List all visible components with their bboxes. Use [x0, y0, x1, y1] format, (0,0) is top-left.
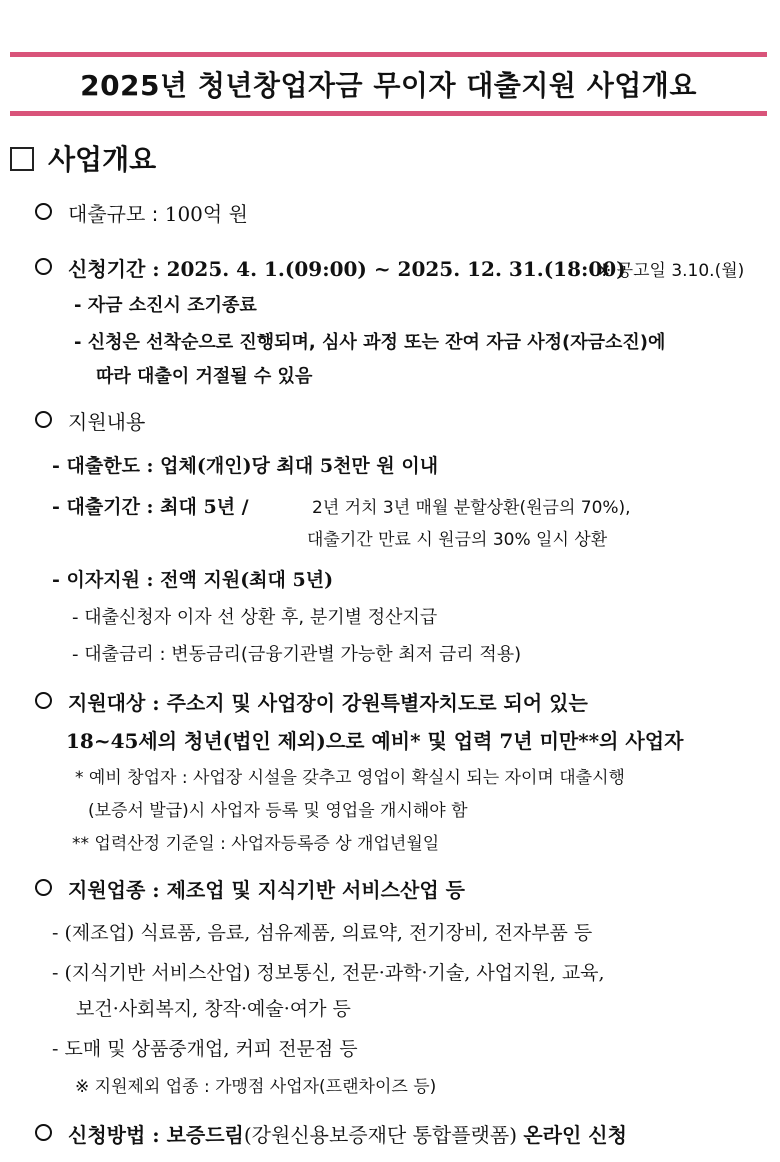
- loan-scale-label: 대출규모 :: [68, 202, 165, 226]
- support-content-heading: 지원내용: [68, 410, 146, 434]
- knowledge-service-line1: - (지식기반 서비스산업) 정보통신, 전문·과학·기술, 사업지원, 교육,: [52, 962, 605, 984]
- circle-bullet-icon: [35, 203, 52, 220]
- section-heading-text: 사업개요: [48, 143, 157, 176]
- section-heading: [10, 142, 156, 178]
- title-top-border: [10, 52, 767, 57]
- support-content-row: [35, 407, 145, 437]
- application-method-row: [35, 1120, 627, 1150]
- loan-term-detail-line1: 2년 거치 3년 매월 분할상환(원금의 70%),: [312, 498, 631, 518]
- square-bullet-icon: [10, 147, 34, 171]
- loan-term-label: - 대출기간 : 최대 5년 /: [52, 496, 249, 518]
- support-industry-row: [35, 875, 465, 905]
- interest-support-text: - 이자지원 : 전액 지원(최대 5년): [52, 569, 334, 591]
- application-period-text: 신청기간 : 2025. 4. 1.(09:00) ~ 2025. 12. 31.(18:00): [68, 257, 626, 281]
- circle-bullet-icon: [35, 692, 52, 709]
- business-age-note: ** 업력산정 기준일 : 사업자등록증 상 개업년월일: [72, 834, 440, 854]
- first-come-note-line2: 따라 대출이 거절될 수 있음: [96, 366, 313, 387]
- support-target-row: [35, 688, 588, 718]
- application-method-label: 신청방법 : 보증드림: [68, 1123, 244, 1147]
- page-title: 2025년 청년창업자금 무이자 대출지원 사업개요: [80, 69, 697, 102]
- loan-scale-row: [35, 199, 248, 229]
- knowledge-service-line2: 보건·사회복지, 창작·예술·여가 등: [76, 998, 351, 1020]
- prospective-founder-note-line1: * 예비 창업자 : 사업장 시설을 갖추고 영업이 확실시 되는 자이며 대출시행: [75, 768, 625, 788]
- interest-repayment-note: - 대출신청자 이자 선 상환 후, 분기별 정산지급: [72, 607, 438, 628]
- loan-limit-text: - 대출한도 : 업체(개인)당 최대 5천만 원 이내: [52, 455, 439, 477]
- excluded-industry-note: ※ 지원제외 업종 : 가맹점 사업자(프랜차이즈 등): [75, 1077, 437, 1097]
- first-come-note-line1: - 신청은 선착순으로 진행되며, 심사 과정 또는 잔여 자금 사정(자금소진)에: [74, 332, 666, 353]
- wholesale-industry-line: - 도매 및 상품중개업, 커피 전문점 등: [52, 1038, 358, 1060]
- early-close-note: - 자금 소진시 조기종료: [74, 295, 257, 316]
- support-target-line1: 지원대상 : 주소지 및 사업장이 강원특별자치도로 되어 있는: [68, 691, 588, 715]
- announcement-date-note: ※ 공고일 3.10.(월): [597, 261, 745, 281]
- application-period-row: [35, 254, 626, 284]
- circle-bullet-icon: [35, 1124, 52, 1141]
- circle-bullet-icon: [35, 258, 52, 275]
- interest-rate-note: - 대출금리 : 변동금리(금융기관별 가능한 최저 금리 적용): [72, 644, 522, 665]
- circle-bullet-icon: [35, 411, 52, 428]
- application-method-online: 온라인 신청: [523, 1123, 627, 1147]
- support-industry-heading: 지원업종 : 제조업 및 지식기반 서비스산업 등: [68, 878, 465, 902]
- loan-scale-value: 100억 원: [164, 202, 248, 226]
- loan-term-detail-line2: 대출기간 만료 시 원금의 30% 일시 상환: [307, 530, 608, 550]
- circle-bullet-icon: [35, 879, 52, 896]
- support-target-line2: 18~45세의 청년(법인 제외)으로 예비* 및 업력 7년 미만**의 사업자: [66, 729, 684, 753]
- application-method-platform: (강원신용보증재단 통합플랫폼): [243, 1123, 517, 1147]
- manufacturing-industry-line: - (제조업) 식료품, 음료, 섬유제품, 의료약, 전기장비, 전자부품 등: [52, 922, 593, 944]
- prospective-founder-note-line2: (보증서 발급)시 사업자 등록 및 영업을 개시해야 함: [88, 801, 468, 821]
- title-bottom-border: [10, 111, 767, 116]
